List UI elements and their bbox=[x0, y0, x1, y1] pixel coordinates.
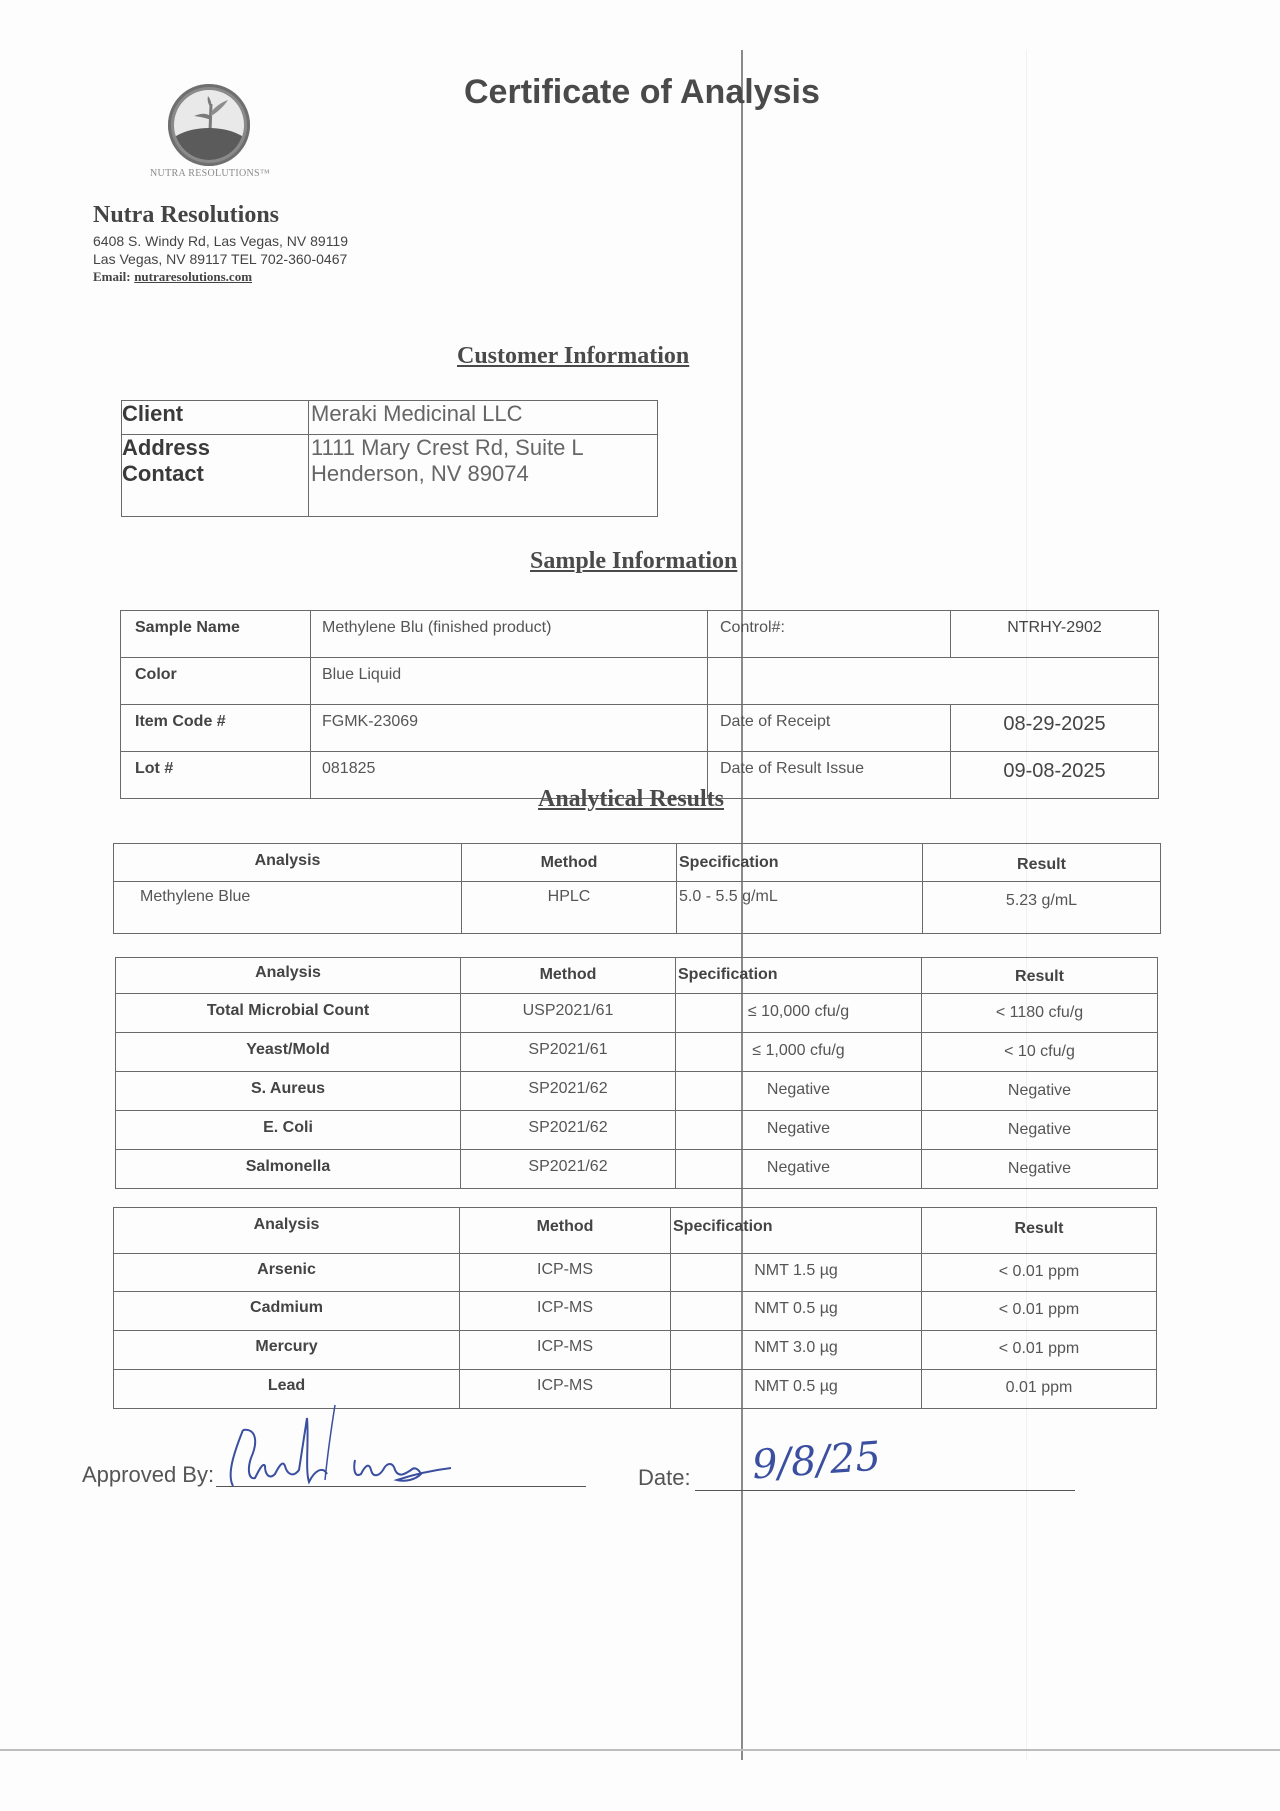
date-receipt-label: Date of Receipt bbox=[708, 705, 951, 752]
table-row bbox=[114, 1331, 1157, 1370]
spec-cell: NMT 0.5 µg bbox=[671, 1370, 922, 1409]
company-name: Nutra Resolutions bbox=[93, 202, 280, 228]
email-link[interactable]: nutraresolutions.com bbox=[134, 269, 253, 284]
address-line2: Henderson, NV 89074 bbox=[311, 461, 529, 486]
result-cell: < 10 cfu/g bbox=[922, 1033, 1158, 1072]
company-address-line1: 6408 S. Windy Rd, Las Vegas, NV 89119 bbox=[93, 233, 349, 249]
date-line bbox=[695, 1490, 1075, 1491]
table-row bbox=[116, 1033, 1158, 1072]
analysis-cell: Arsenic bbox=[114, 1254, 460, 1292]
date-receipt-value: 08-29-2025 bbox=[951, 705, 1159, 752]
col-analysis: Analysis bbox=[116, 958, 461, 994]
item-code-value: FGMK-23069 bbox=[311, 705, 708, 752]
analysis-cell: Total Microbial Count bbox=[116, 994, 461, 1033]
analysis-cell: Salmonella bbox=[116, 1150, 461, 1189]
lot-label: Lot # bbox=[121, 752, 311, 799]
table-row bbox=[116, 994, 1158, 1033]
client-label: Client bbox=[122, 401, 309, 435]
spec-cell: ≤ 1,000 cfu/g bbox=[676, 1033, 922, 1072]
col-method: Method bbox=[462, 844, 677, 882]
client-value: Meraki Medicinal LLC bbox=[309, 401, 658, 435]
col-method: Method bbox=[460, 1208, 671, 1254]
col-specification: Specification bbox=[676, 958, 922, 994]
table-row bbox=[114, 882, 1161, 934]
col-specification: Specification bbox=[677, 844, 923, 882]
sample-info-table bbox=[120, 610, 1159, 799]
method-cell: SP2021/62 bbox=[461, 1072, 676, 1111]
control-label: Control#: bbox=[708, 611, 951, 658]
spec-cell: ≤ 10,000 cfu/g bbox=[676, 994, 922, 1033]
method-cell: SP2021/61 bbox=[461, 1033, 676, 1072]
result-cell: Negative bbox=[922, 1111, 1158, 1150]
spec-cell: NMT 3.0 µg bbox=[671, 1331, 922, 1370]
spec-cell: 5.0 - 5.5 g/mL bbox=[677, 882, 923, 934]
analysis-cell: S. Aureus bbox=[116, 1072, 461, 1111]
lot-value: 081825 bbox=[311, 752, 708, 799]
contact-label: Contact bbox=[122, 461, 204, 486]
microbial-table bbox=[115, 957, 1158, 1189]
analysis-cell: Methylene Blue bbox=[114, 882, 462, 934]
result-cell: < 0.01 ppm bbox=[922, 1292, 1157, 1331]
result-cell: Negative bbox=[922, 1150, 1158, 1189]
sample-name-value: Methylene Blu (finished product) bbox=[311, 611, 708, 658]
result-cell: Negative bbox=[922, 1072, 1158, 1111]
method-cell: ICP-MS bbox=[460, 1370, 671, 1409]
col-result: Result bbox=[922, 958, 1158, 994]
customer-info-table bbox=[121, 400, 658, 517]
email-label: Email: bbox=[93, 269, 131, 284]
item-code-label: Item Code # bbox=[121, 705, 311, 752]
document-title: Certificate of Analysis bbox=[464, 73, 820, 111]
method-cell: SP2021/62 bbox=[461, 1150, 676, 1189]
col-specification: Specification bbox=[671, 1208, 922, 1254]
sample-row bbox=[121, 705, 1159, 752]
sample-name-label: Sample Name bbox=[121, 611, 311, 658]
logo-wordmark: NUTRA RESOLUTIONS™ bbox=[150, 168, 270, 179]
col-analysis: Analysis bbox=[114, 1208, 460, 1254]
table-row bbox=[116, 1150, 1158, 1189]
result-cell: < 1180 cfu/g bbox=[922, 994, 1158, 1033]
address-value bbox=[309, 435, 658, 517]
table-row bbox=[116, 1111, 1158, 1150]
address-label: Address bbox=[122, 435, 211, 460]
handwritten-date: 9/8/25 bbox=[750, 1433, 883, 1489]
result-cell: 5.23 g/mL bbox=[923, 882, 1161, 934]
spec-cell: NMT 1.5 µg bbox=[671, 1254, 922, 1292]
control-value: NTRHY-2902 bbox=[951, 611, 1159, 658]
company-email bbox=[93, 269, 252, 285]
col-result: Result bbox=[923, 844, 1161, 882]
sample-info-heading: Sample Information bbox=[530, 548, 738, 574]
assay-table bbox=[113, 843, 1161, 934]
analytical-results-heading: Analytical Results bbox=[538, 786, 724, 812]
customer-info-heading: Customer Information bbox=[457, 343, 690, 369]
result-cell: < 0.01 ppm bbox=[922, 1254, 1157, 1292]
address-contact-labels bbox=[122, 435, 309, 517]
empty-cell bbox=[708, 658, 1159, 705]
method-cell: HPLC bbox=[462, 882, 677, 934]
table-row bbox=[114, 1292, 1157, 1331]
col-result: Result bbox=[922, 1208, 1157, 1254]
analysis-cell: Lead bbox=[114, 1370, 460, 1409]
spec-cell: NMT 0.5 µg bbox=[671, 1292, 922, 1331]
signature-icon bbox=[215, 1400, 485, 1490]
company-address-line2: Las Vegas, NV 89117 TEL 702-360-0467 bbox=[93, 251, 348, 267]
analysis-cell: Yeast/Mold bbox=[116, 1033, 461, 1072]
result-cell: 0.01 ppm bbox=[922, 1370, 1157, 1409]
address-line1: 1111 Mary Crest Rd, Suite L bbox=[311, 435, 584, 460]
analysis-cell: Mercury bbox=[114, 1331, 460, 1370]
method-cell: SP2021/62 bbox=[461, 1111, 676, 1150]
table-row bbox=[116, 1072, 1158, 1111]
result-cell: < 0.01 ppm bbox=[922, 1331, 1157, 1370]
color-value: Blue Liquid bbox=[311, 658, 708, 705]
spec-cell: Negative bbox=[676, 1111, 922, 1150]
method-cell: ICP-MS bbox=[460, 1331, 671, 1370]
method-cell: ICP-MS bbox=[460, 1292, 671, 1331]
approved-by-label: Approved By: bbox=[82, 1462, 215, 1487]
analysis-cell: E. Coli bbox=[116, 1111, 461, 1150]
method-cell: USP2021/61 bbox=[461, 994, 676, 1033]
date-result-label: Date of Result Issue bbox=[708, 752, 951, 799]
sample-row bbox=[121, 611, 1159, 658]
scan-artifact-bottom-edge bbox=[0, 1749, 1280, 1751]
date-result-value: 09-08-2025 bbox=[951, 752, 1159, 799]
spec-cell: Negative bbox=[676, 1150, 922, 1189]
color-label: Color bbox=[121, 658, 311, 705]
sample-row bbox=[121, 658, 1159, 705]
company-logo-icon bbox=[168, 84, 250, 166]
date-label: Date: bbox=[638, 1465, 691, 1490]
col-method: Method bbox=[461, 958, 676, 994]
table-row bbox=[114, 1254, 1157, 1292]
col-analysis: Analysis bbox=[114, 844, 462, 882]
analysis-cell: Cadmium bbox=[114, 1292, 460, 1331]
method-cell: ICP-MS bbox=[460, 1254, 671, 1292]
heavy-metals-table bbox=[113, 1207, 1157, 1409]
spec-cell: Negative bbox=[676, 1072, 922, 1111]
